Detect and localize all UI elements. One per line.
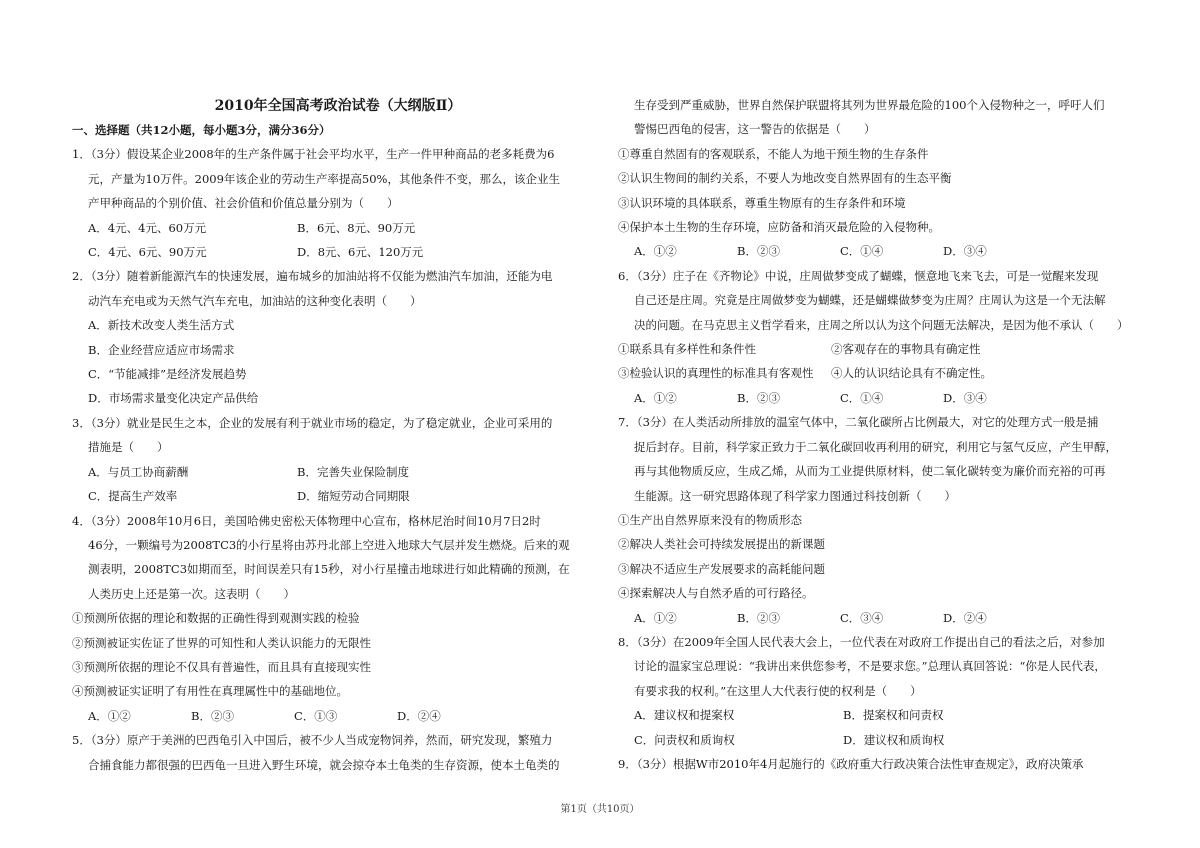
option-b: B．②③: [737, 390, 780, 405]
question-text: 测表明，2008TC3如期而至，时间误差只有15秒，对小行星撞击地球进行如此精确的预测，在: [88, 562, 570, 577]
question-text: 2．（3分）随着新能源汽车的快速发展，遍布城乡的加油站将不仅能为燃油汽车加油，还能为电: [72, 269, 553, 284]
question-text: 3．（3分）就业是民生之本，企业的发展有利于就业市场的稳定，为了稳定就业，企业可采用的: [72, 415, 553, 430]
option-d: D．③④: [943, 244, 987, 259]
question-text: 讨论的温家宝总理说：“我讲出来供您参考，不是要求您。”总理认真回答说：“你是人民代表，: [634, 659, 1106, 674]
option-d: D．缩短劳动合同期限: [297, 489, 410, 504]
statement: ③检验认识的真理性的标准具有客观性: [618, 366, 814, 381]
question-2: [72, 264, 604, 410]
question-4: [72, 509, 604, 729]
option-c: C．③④: [840, 610, 884, 625]
option-b: B．②③: [737, 610, 780, 625]
question-8: [618, 630, 1130, 752]
question-1: [72, 142, 604, 264]
option-b: B．企业经营应适应市场需求: [88, 342, 235, 357]
question-text: 4．（3分）2008年10月6日，美国哈佛史密松天体物理中心宣布，格林尼治时间10月7日2时: [72, 513, 541, 528]
page-title: 2010年全国高考政治试卷（大纲版Ⅱ）: [214, 98, 462, 114]
statement: ③认识环境的具体联系，尊重生物原有的生存条件和环境: [618, 195, 906, 210]
option-d: D．8元、6元、120万元: [297, 245, 424, 260]
question-5-continued: [618, 93, 1130, 264]
option-c: C．“节能减排”是经济发展趋势: [88, 367, 247, 382]
option-a: A．4元、4元、60万元: [88, 220, 207, 235]
statement: ④预测被证实证明了有用性在真理属性中的基础地位。: [72, 684, 348, 699]
question-5: [72, 728, 604, 777]
statement: ④人的认识结论具有不确定性。: [831, 366, 992, 381]
question-text: 元，产量为10万件。2009年该企业的劳动生产率提高50%，其他条件不变，那么，该企业生: [88, 171, 560, 186]
question-text: 9．（3分）根据W市2010年4月起施行的《政府重大行政决策合法性审查规定》，政府决策承: [618, 756, 1084, 771]
option-a: A．新技术改变人类生活方式: [88, 318, 235, 333]
answer-options: [72, 460, 604, 509]
question-text: 措施是（ ）: [88, 440, 169, 455]
option-a: A．建议权和提案权: [634, 708, 735, 723]
option-c: C．提高生产效率: [88, 489, 178, 504]
option-a: A．①②: [634, 390, 677, 405]
option-c: C．问责权和质询权: [634, 732, 735, 747]
option-a: A．①②: [88, 708, 131, 723]
question-text: 5．（3分）原产于美洲的巴西龟引入中国后，被不少人当成宠物饲养，然而，研究发现，繁殖力: [72, 733, 553, 748]
question-6: [618, 264, 1130, 410]
statement: ①生产出自然界原来没有的物质形态: [618, 512, 802, 527]
statement: ②解决人类社会可持续发展提出的新课题: [618, 537, 825, 552]
question-text: 生存受到严重威胁，世界自然保护联盟将其列为世界最危险的100个入侵物种之一，呼吁人们: [634, 98, 1105, 112]
option-d: D．②④: [943, 610, 987, 625]
statement: ④保护本土生物的生存环境，应防备和消灭最危险的入侵物种。: [618, 220, 940, 235]
statement-pair: [618, 337, 1130, 361]
option-c: C．4元、6元、90万元: [88, 245, 207, 260]
page-number: 第1页（共10页）: [560, 804, 640, 815]
statement: ②客观存在的事物具有确定性: [831, 342, 981, 357]
question-text: 46分，一颗编号为2008TC3的小行星将由苏丹北部上空进入地球大气层并发生燃烧。后来的观: [88, 537, 570, 552]
option-d: D．建议权和质询权: [843, 732, 945, 747]
statement: ①联系具有多样性和条件性: [618, 342, 756, 357]
option-b: B．②③: [191, 708, 234, 723]
statement-pair: [618, 361, 1130, 385]
option-d: D．③④: [943, 390, 987, 405]
option-b: B．完善失业保险制度: [297, 464, 409, 479]
question-7: [618, 410, 1130, 630]
option-c: C．①④: [840, 244, 884, 259]
question-text: 捉后封存。目前，科学家正致力于二氧化碳回收再利用的研究，利用它与氢气反应，产生甲醇，: [634, 439, 1117, 454]
question-9: [618, 752, 1130, 776]
section-heading: 一、选择题（共12小题，每小题3分，满分36分）: [72, 123, 331, 137]
question-text: 警惕巴西龟的侵害，这一警告的依据是（ ）: [634, 122, 876, 137]
option-c: C．①④: [840, 390, 884, 405]
option-b: B．②③: [737, 244, 780, 259]
statement: ①预测所依据的理论和数据的正确性得到观测实践的检验: [72, 611, 360, 626]
option-d: D．市场需求量变化决定产品供给: [88, 391, 259, 406]
option-d: D．②④: [397, 708, 441, 723]
answer-options: [618, 606, 1130, 630]
statement: ④探索解决人与自然矛盾的可行路径。: [618, 586, 814, 601]
question-text: 决的问题。在马克思主义哲学看来，庄周之所以认为这个问题无法解决，是因为他不承认（ ）: [634, 317, 1129, 332]
question-text: 自己还是庄周。究竟是庄周做梦变为蝴蝶，还是蝴蝶做梦变为庄周？庄周认为这是一个无法解: [634, 293, 1106, 308]
statement: ②预测被证实佐证了世界的可知性和人类认识能力的无限性: [72, 635, 371, 650]
answer-options: [618, 703, 1130, 752]
question-text: 8．（3分）在2009年全国人民代表大会上，一位代表在对政府工作提出自己的看法之后，对参加: [618, 634, 1105, 649]
question-text: 7．（3分）在人类活动所排放的温室气体中，二氧化碳所占比例最大，对它的处理方式一般是捕: [618, 415, 1099, 430]
statement: ③解决不适应生产发展要求的高耗能问题: [618, 561, 825, 576]
answer-options: [72, 216, 604, 265]
statement: ②认识生物间的制约关系，不要人为地改变自然界固有的生态平衡: [618, 171, 952, 186]
statement: ③预测所依据的理论不仅具有普遍性，而且具有直接现实性: [72, 659, 371, 674]
question-text: 生能源。这一研究思路体现了科学家力图通过科技创新（ ）: [634, 488, 956, 503]
question-text: 有要求我的权利。”在这里人大代表行使的权利是（ ）: [634, 683, 922, 698]
option-a: A．①②: [634, 610, 677, 625]
option-c: C．①③: [294, 708, 338, 723]
answer-options: [72, 704, 604, 728]
question-3: [72, 411, 604, 509]
question-text: 1．（3分）假设某企业2008年的生产条件属于社会平均水平，生产一件甲种商品的老多耗费为6: [72, 147, 555, 162]
question-text: 再与其他物质反应，生成乙烯，从而为工业提供原材料，使二氧化碳转变为廉价而充裕的可再: [634, 464, 1106, 479]
statement: ①尊重自然固有的客观联系，不能人为地干预生物的生存条件: [618, 146, 929, 161]
question-text: 人类历史上还是第一次。这表明（ ）: [88, 586, 295, 601]
right-column: [618, 93, 1130, 776]
option-a: A．①②: [634, 244, 677, 259]
question-text: 合捕食能力都很强的巴西龟一旦进入野生环境，就会掠夺本土龟类的生存资源，使本土龟类的: [88, 757, 560, 772]
question-text: 动汽车充电或为天然气汽车充电，加油站的这种变化表明（ ）: [88, 293, 422, 308]
answer-options: [618, 386, 1130, 410]
option-b: B．提案权和问责权: [843, 708, 944, 723]
question-text: 6．（3分）庄子在《齐物论》中说，庄周做梦变成了蝴蝶，惬意地飞来飞去，可是一觉醒来发现: [618, 268, 1099, 283]
question-text: 产甲种商品的个别价值、社会价值和价值总量分别为（ ）: [88, 196, 399, 211]
option-a: A．与员工协商薪酬: [88, 464, 189, 479]
option-b: B．6元、8元、90万元: [297, 220, 416, 235]
answer-options: [618, 239, 1130, 263]
left-column: [72, 94, 604, 777]
